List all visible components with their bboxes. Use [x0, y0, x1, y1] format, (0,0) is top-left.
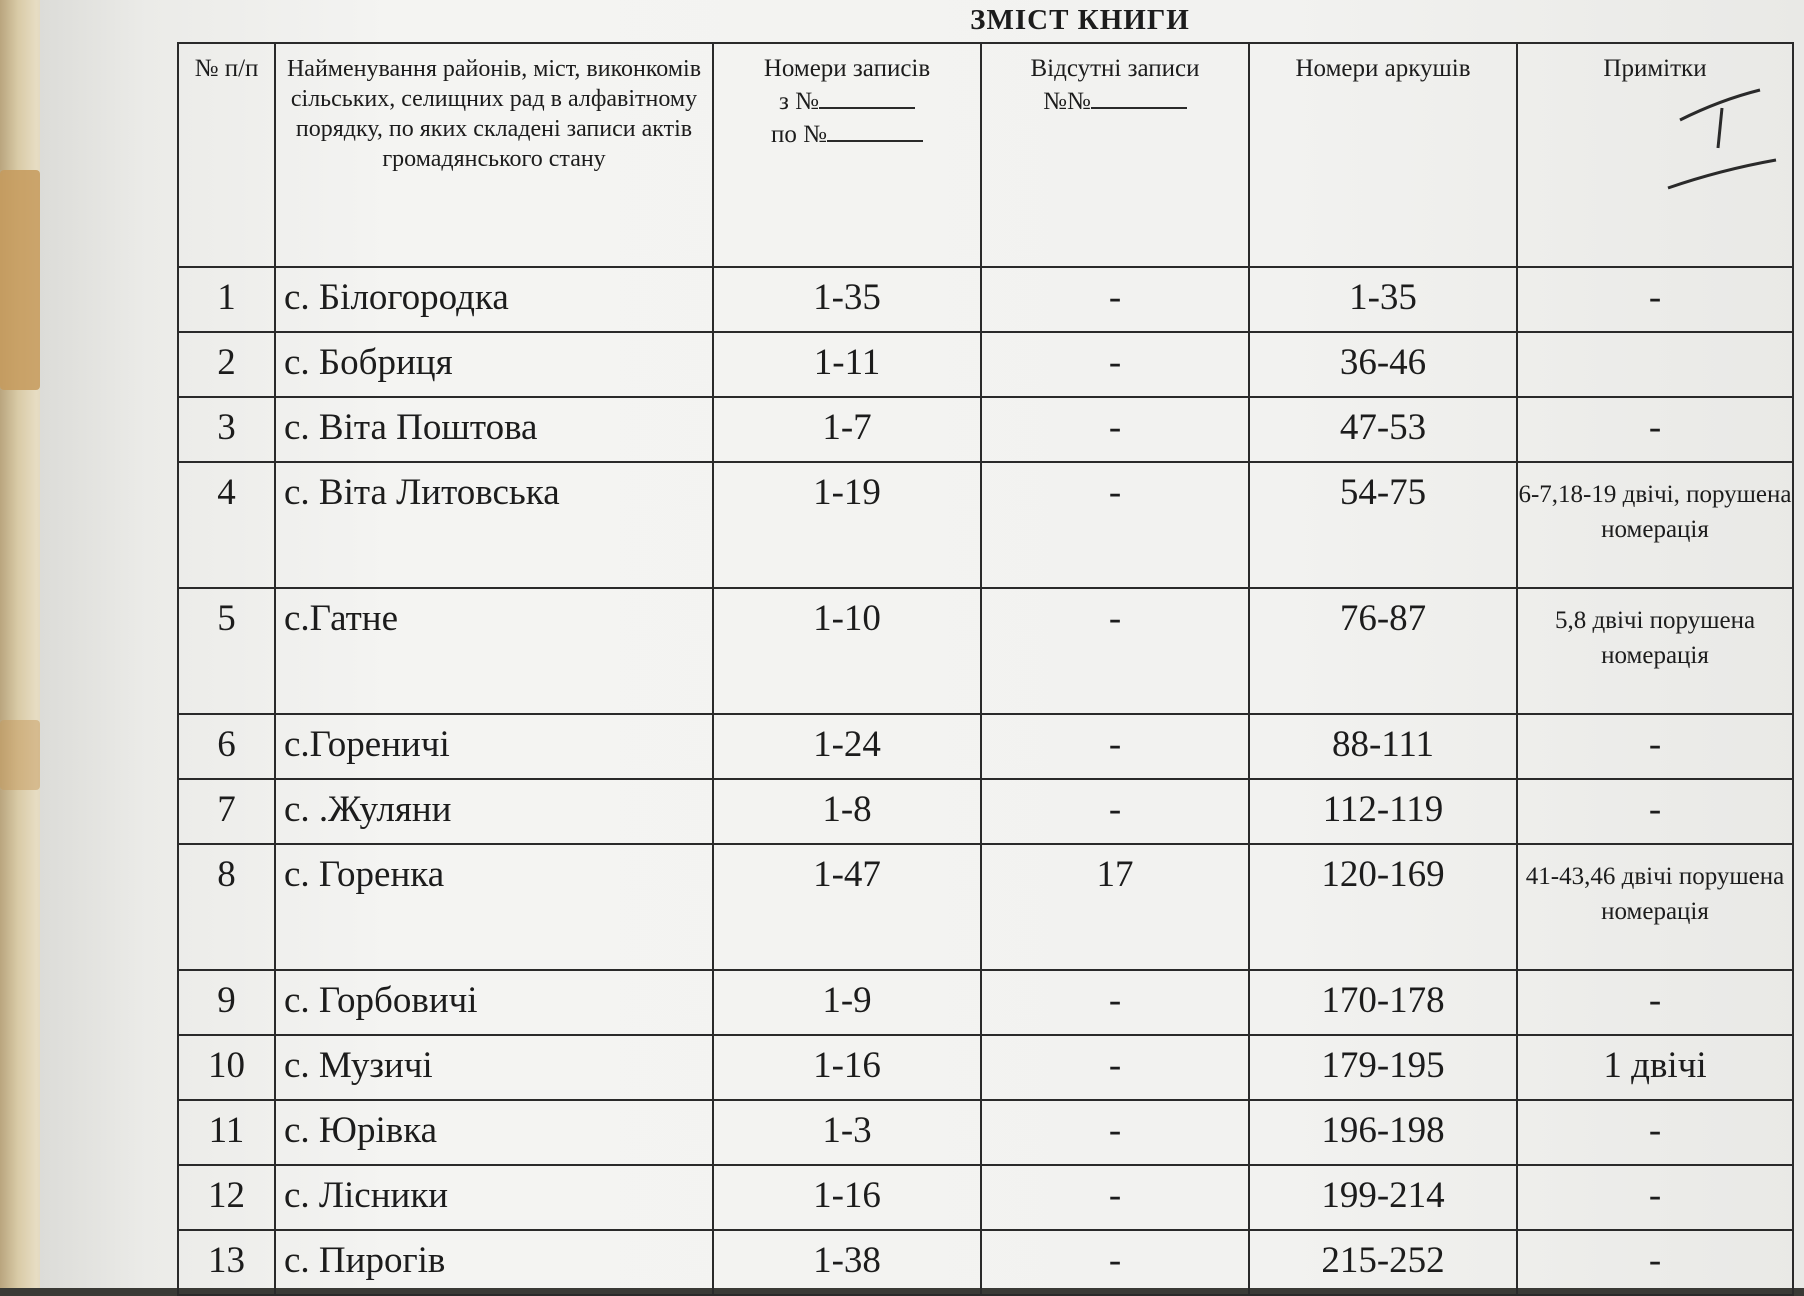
cell-missing: -	[981, 779, 1249, 844]
table-row	[178, 1035, 1793, 1100]
cell-sheets: 36-46	[1249, 332, 1517, 397]
records-to-label: по №	[771, 121, 827, 148]
cell-records: 1-38	[713, 1230, 981, 1295]
table-header-row	[178, 43, 1793, 267]
cell-sheets: 54-75	[1249, 462, 1517, 588]
cell-missing: 17	[981, 844, 1249, 970]
cell-sheets: 112-119	[1249, 779, 1517, 844]
cell-sheets: 88-111	[1249, 714, 1517, 779]
table-row	[178, 779, 1793, 844]
header-num	[178, 43, 275, 267]
cell-notes: -	[1517, 970, 1793, 1035]
cell-num: 13	[178, 1230, 275, 1295]
header-records-label: Номери записів	[763, 55, 931, 82]
cell-records: 1-9	[713, 970, 981, 1035]
cell-num: 4	[178, 462, 275, 588]
cell-records: 1-10	[713, 588, 981, 714]
cell-records: 1-7	[713, 397, 981, 462]
table-row	[178, 1230, 1793, 1295]
header-records-to	[714, 116, 980, 149]
cell-sheets: 1-35	[1249, 267, 1517, 332]
table-row	[178, 1100, 1793, 1165]
cell-missing: -	[981, 1165, 1249, 1230]
header-num-label: № п/п	[194, 55, 259, 82]
cell-name: с. Бобриця	[275, 332, 713, 397]
cell-num: 2	[178, 332, 275, 397]
header-records-from	[714, 83, 980, 116]
cell-name: с. Віта Литовська	[275, 462, 713, 588]
cell-sheets: 47-53	[1249, 397, 1517, 462]
binding-tape	[0, 170, 40, 390]
table-row	[178, 844, 1793, 970]
cell-sheets: 199-214	[1249, 1165, 1517, 1230]
header-notes-label: Примітки	[1603, 55, 1707, 82]
cell-num: 10	[178, 1035, 275, 1100]
header-missing-label: Відсутні записи	[1030, 55, 1200, 82]
table-row	[178, 588, 1793, 714]
document-title: ЗМІСТ КНИГИ	[970, 4, 1190, 36]
cell-missing: -	[981, 970, 1249, 1035]
cell-num: 6	[178, 714, 275, 779]
table-row	[178, 267, 1793, 332]
cell-missing: -	[981, 462, 1249, 588]
cell-missing: -	[981, 1035, 1249, 1100]
cell-name: с. Горбовичі	[275, 970, 713, 1035]
blank-line	[827, 116, 923, 142]
cell-sheets: 76-87	[1249, 588, 1517, 714]
contents-table	[177, 42, 1794, 1296]
cell-notes: -	[1517, 714, 1793, 779]
cell-records: 1-8	[713, 779, 981, 844]
cell-num: 12	[178, 1165, 275, 1230]
header-sheets	[1249, 43, 1517, 267]
cell-missing: -	[981, 397, 1249, 462]
cell-records: 1-16	[713, 1165, 981, 1230]
cell-name: с. Віта Поштова	[275, 397, 713, 462]
binding-tape	[0, 720, 40, 790]
header-name-label: Найменування районів, міст, виконкомів сільських, селищних рад в алфавітному порядку, по яких складені записи актів громадянського стану	[286, 56, 702, 172]
cell-sheets: 179-195	[1249, 1035, 1517, 1100]
table-row	[178, 970, 1793, 1035]
cell-notes: 5,8 двічі порушена номерація	[1517, 588, 1793, 714]
cell-num: 3	[178, 397, 275, 462]
cell-records: 1-19	[713, 462, 981, 588]
cell-notes: -	[1517, 397, 1793, 462]
cell-records: 1-47	[713, 844, 981, 970]
header-sheets-label: Номери аркушів	[1295, 55, 1471, 82]
table-row	[178, 462, 1793, 588]
table-row	[178, 1165, 1793, 1230]
table-row	[178, 332, 1793, 397]
cell-notes: -	[1517, 1230, 1793, 1295]
cell-notes: 41-43,46 двічі порушена номерація	[1517, 844, 1793, 970]
header-notes	[1517, 43, 1793, 267]
cell-num: 8	[178, 844, 275, 970]
cell-missing: -	[981, 714, 1249, 779]
cell-missing: -	[981, 332, 1249, 397]
cell-notes: -	[1517, 1100, 1793, 1165]
blank-line	[1091, 83, 1187, 109]
header-name	[275, 43, 713, 267]
cell-notes: -	[1517, 267, 1793, 332]
cell-records: 1-11	[713, 332, 981, 397]
cell-missing: -	[981, 588, 1249, 714]
table-row	[178, 397, 1793, 462]
cell-records: 1-35	[713, 267, 981, 332]
cell-sheets: 196-198	[1249, 1100, 1517, 1165]
cell-notes: 1 двічі	[1517, 1035, 1793, 1100]
cell-notes	[1517, 332, 1793, 397]
cell-name: с. Горенка	[275, 844, 713, 970]
cell-missing: -	[981, 267, 1249, 332]
cell-notes: -	[1517, 1165, 1793, 1230]
cell-name: с.Гореничі	[275, 714, 713, 779]
cell-records: 1-24	[713, 714, 981, 779]
header-missing-nn	[982, 83, 1248, 116]
cell-missing: -	[981, 1100, 1249, 1165]
cell-records: 1-16	[713, 1035, 981, 1100]
cell-sheets: 215-252	[1249, 1230, 1517, 1295]
cell-name: с. Юрівка	[275, 1100, 713, 1165]
missing-nn-label: №№	[1043, 88, 1091, 115]
cell-num: 9	[178, 970, 275, 1035]
cell-sheets: 120-169	[1249, 844, 1517, 970]
cell-notes: 6-7,18-19 двічі, порушена номерація	[1517, 462, 1793, 588]
cell-missing: -	[981, 1230, 1249, 1295]
cell-name: с. Пирогів	[275, 1230, 713, 1295]
header-missing	[981, 43, 1249, 267]
cell-name: с. Білогородка	[275, 267, 713, 332]
records-from-label: з №	[779, 88, 819, 115]
cell-name: с.Гатне	[275, 588, 713, 714]
cell-num: 11	[178, 1100, 275, 1165]
header-records	[713, 43, 981, 267]
cell-name: с. Музичі	[275, 1035, 713, 1100]
table-row	[178, 714, 1793, 779]
cell-sheets: 170-178	[1249, 970, 1517, 1035]
cell-notes: -	[1517, 779, 1793, 844]
cell-num: 1	[178, 267, 275, 332]
cell-records: 1-3	[713, 1100, 981, 1165]
cell-num: 7	[178, 779, 275, 844]
cell-name: с. Лісники	[275, 1165, 713, 1230]
blank-line	[819, 83, 915, 109]
cell-name: с. .Жуляни	[275, 779, 713, 844]
cell-num: 5	[178, 588, 275, 714]
